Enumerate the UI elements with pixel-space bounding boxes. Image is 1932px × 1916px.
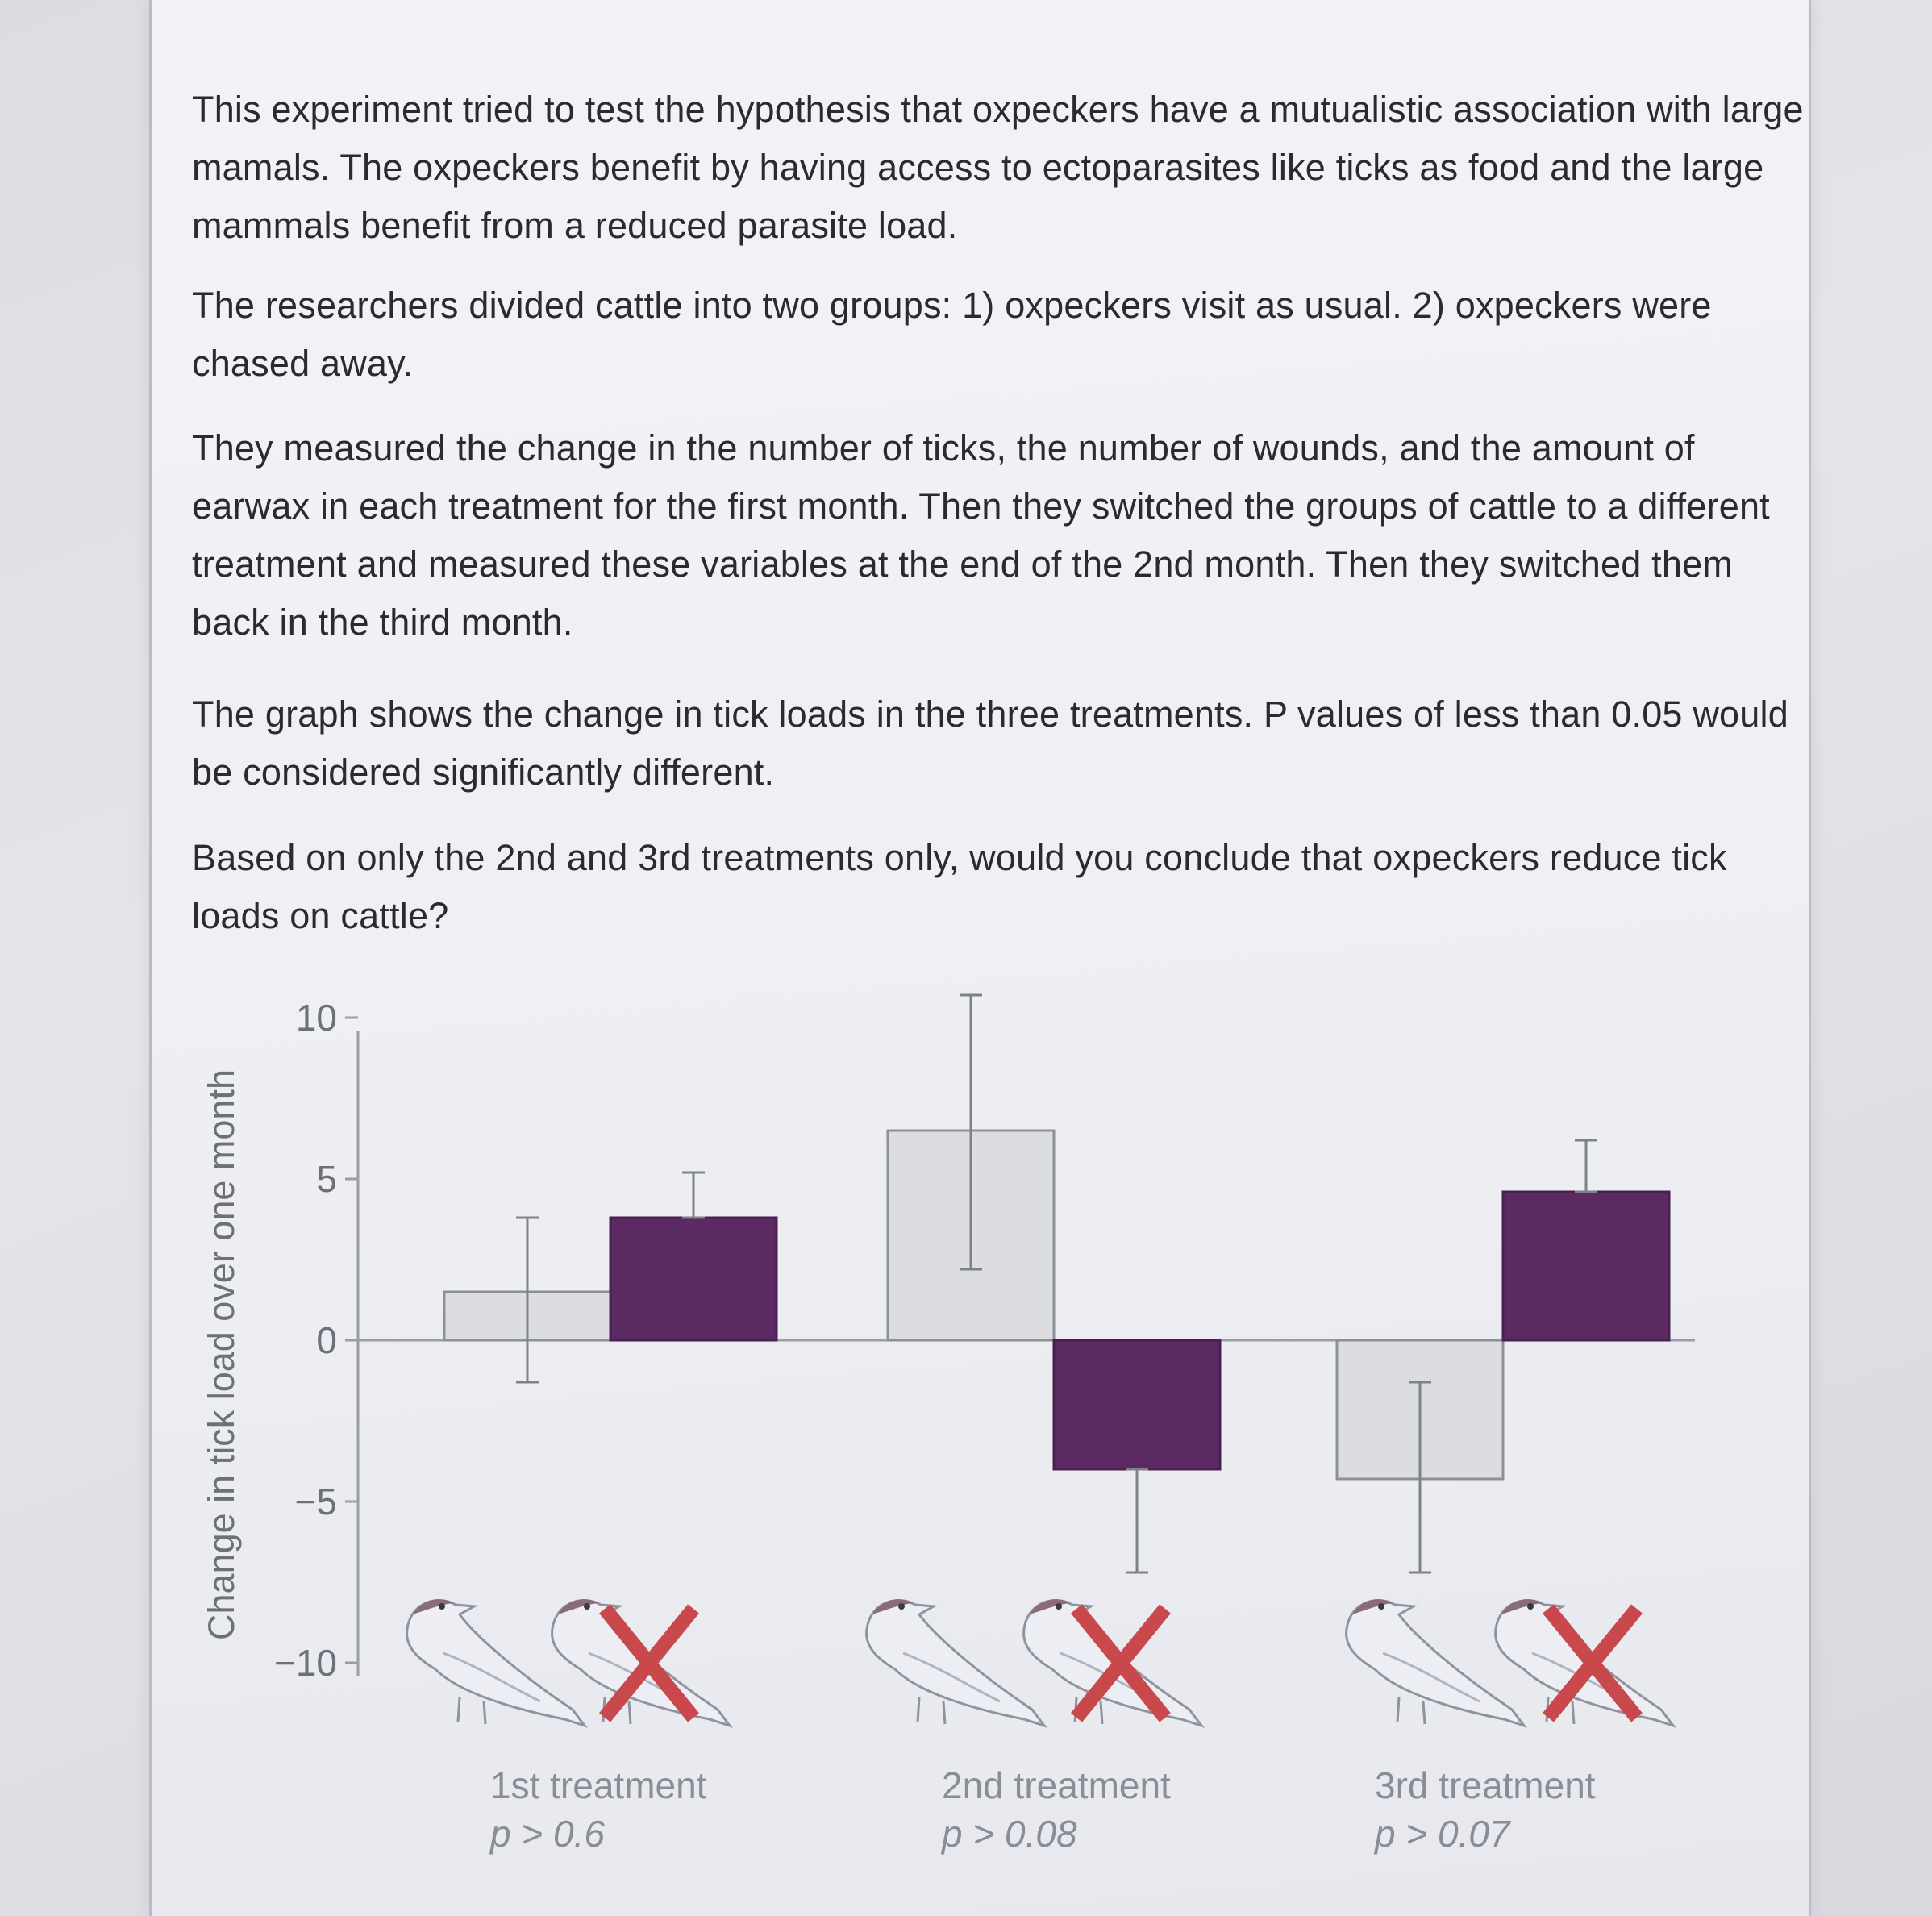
y-tick-label: −5 [294,1481,337,1522]
oxpecker-present-icon [1347,1599,1524,1726]
category-label: 3rd treatment [1375,1764,1596,1806]
category-label: 1st treatment [490,1764,707,1806]
y-axis-label: Change in tick load over one month [201,1069,242,1640]
oxpecker-absent-icon [1496,1599,1673,1726]
p-value-label: p > 0.6 [490,1813,605,1855]
y-tick-label: 5 [316,1158,337,1200]
question-prompt: Based on only the 2nd and 3rd treatments only, would you conclude that oxpeckers reduce tick loads on cattle? [192,837,1727,936]
bird-icon [1347,1599,1524,1726]
oxpecker-present-icon [867,1599,1044,1726]
groups-paragraph: The researchers divided cattle into two groups: 1) oxpeckers visit as usual. 2) oxpeckers were chased away. [192,285,1712,384]
p-value-label: p > 0.08 [942,1813,1077,1855]
bar [610,1218,777,1340]
oxpecker-absent-icon [552,1599,730,1726]
bird-icon [867,1599,1044,1726]
bar [1503,1192,1669,1340]
y-tick-label: 10 [295,997,337,1039]
category-label: 2nd treatment [942,1764,1171,1806]
p-value-label: p > 0.07 [1375,1813,1510,1855]
y-tick-label: −10 [273,1642,337,1684]
y-tick-label: 0 [316,1319,337,1361]
oxpecker-absent-icon [1024,1599,1201,1726]
methods-paragraph: They measured the change in the number of ticks, the number of wounds, and the amount of earwax in each treatment for the first month. Then they switched the groups of cattle to a different treatment and measured these variables at the end of the 2nd month. Then they switched them back in the third month. [192,427,1770,643]
intro-paragraph: This experiment tried to test the hypothesis that oxpeckers have a mutualistic association with large mamals. The oxpeckers benefit by having access to ectoparasites like ticks as food and the large mammals benefit from a reduced parasite load. [192,89,1804,246]
graph-description-paragraph: The graph shows the change in tick loads in the three treatments. P values of less than 0.05 would be considered significantly different. [192,694,1788,793]
bar [1054,1340,1220,1469]
